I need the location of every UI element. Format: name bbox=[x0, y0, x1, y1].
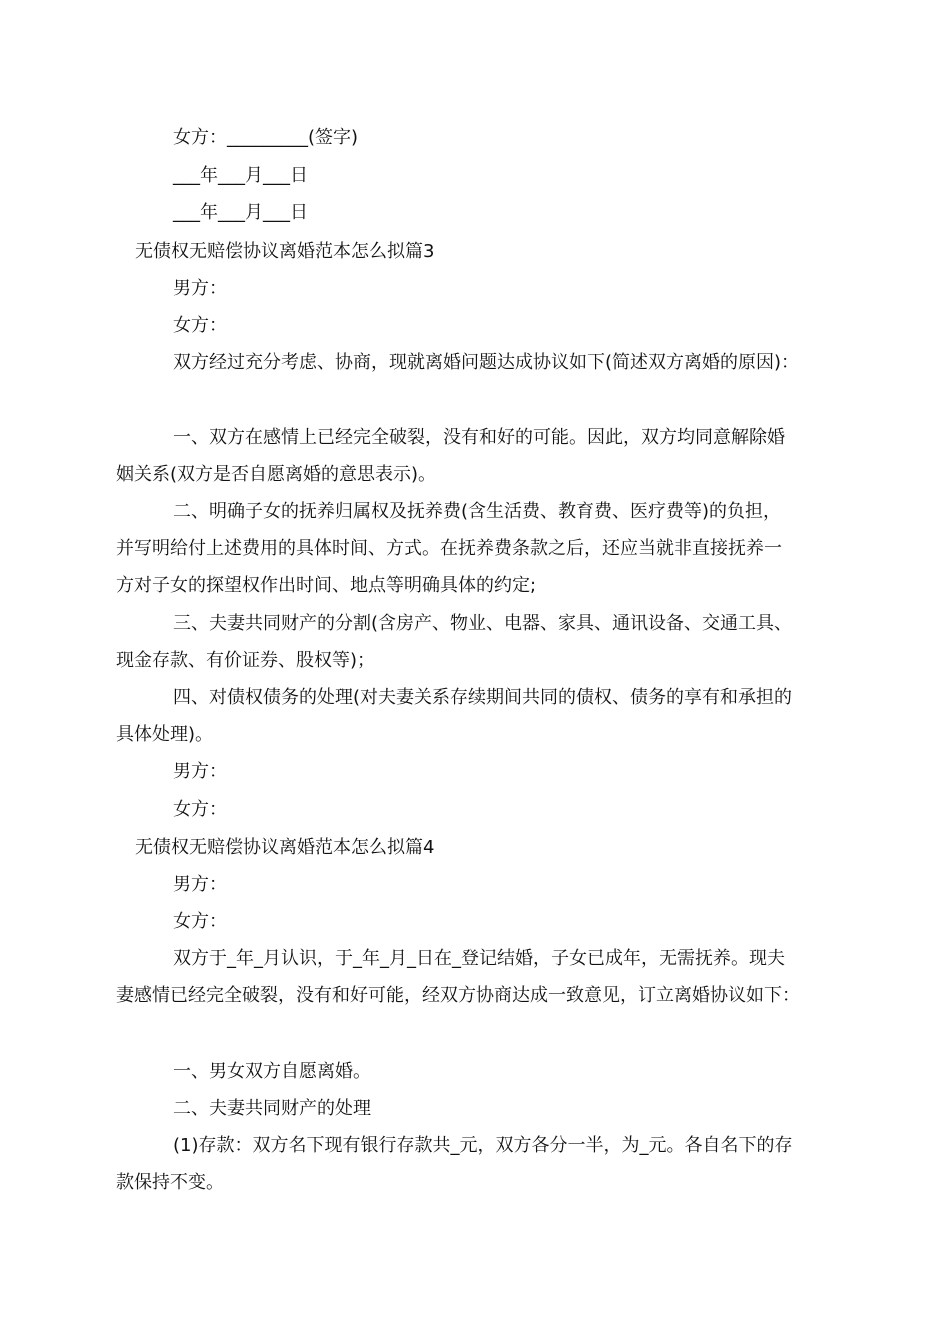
male-party-line: 男方： bbox=[173, 278, 227, 299]
paragraph-line: 具体处理)。 bbox=[116, 724, 214, 745]
paragraph-line: 四、对债权债务的处理(对夫妻关系存续期间共同的债权、债务的享有和承担的 bbox=[173, 687, 793, 708]
paragraph-line: 二、明确子女的抚养归属权及抚养费(含生活费、教育费、医疗费等)的负担， bbox=[173, 501, 782, 522]
paragraph-line: 姻关系(双方是否自愿离婚的意思表示)。 bbox=[116, 464, 437, 485]
male-party-line: 男方： bbox=[173, 874, 227, 895]
paragraph-line: 双方于_年_月认识，于_年_月_日在_登记结婚，子女已成年，无需抚养。现夫 bbox=[173, 948, 785, 969]
female-party-line: 女方： bbox=[173, 911, 227, 932]
date-line: ___年___月___日 bbox=[173, 165, 308, 186]
female-signature-line: 女方：_________(签字) bbox=[173, 127, 359, 148]
male-party-line: 男方： bbox=[173, 761, 227, 782]
paragraph-line: 并写明给付上述费用的具体时间、方式。在抚养费条款之后，还应当就非直接抚养一 bbox=[116, 538, 782, 559]
paragraph-line: 三、夫妻共同财产的分割(含房产、物业、电器、家具、通讯设备、交通工具、 bbox=[173, 613, 793, 634]
paragraph-line: 一、双方在感情上已经完全破裂，没有和好的可能。因此，双方均同意解除婚 bbox=[173, 427, 785, 448]
section-heading-4: 无债权无赔偿协议离婚范本怎么拟篇4 bbox=[135, 837, 435, 858]
paragraph-line: 双方经过充分考虑、协商，现就离婚问题达成协议如下(简述双方离婚的原因)： bbox=[173, 352, 800, 373]
section-heading-3: 无债权无赔偿协议离婚范本怎么拟篇3 bbox=[135, 241, 435, 262]
female-party-line: 女方： bbox=[173, 315, 227, 336]
paragraph-line: 一、男女双方自愿离婚。 bbox=[173, 1061, 371, 1082]
paragraph-line: 二、夫妻共同财产的处理 bbox=[173, 1098, 371, 1119]
paragraph-line: 款保持不变。 bbox=[116, 1172, 224, 1193]
date-line: ___年___月___日 bbox=[173, 202, 308, 223]
paragraph-line: 妻感情已经完全破裂，没有和好可能，经双方协商达成一致意见，订立离婚协议如下： bbox=[116, 985, 800, 1006]
paragraph-line: 现金存款、有价证券、股权等)； bbox=[116, 650, 376, 671]
paragraph-line: 方对子女的探望权作出时间、地点等明确具体的约定; bbox=[116, 575, 537, 596]
female-party-line: 女方： bbox=[173, 799, 227, 820]
paragraph-line: (1)存款：双方名下现有银行存款共_元，双方各分一半，为_元。各自名下的存 bbox=[173, 1135, 793, 1156]
